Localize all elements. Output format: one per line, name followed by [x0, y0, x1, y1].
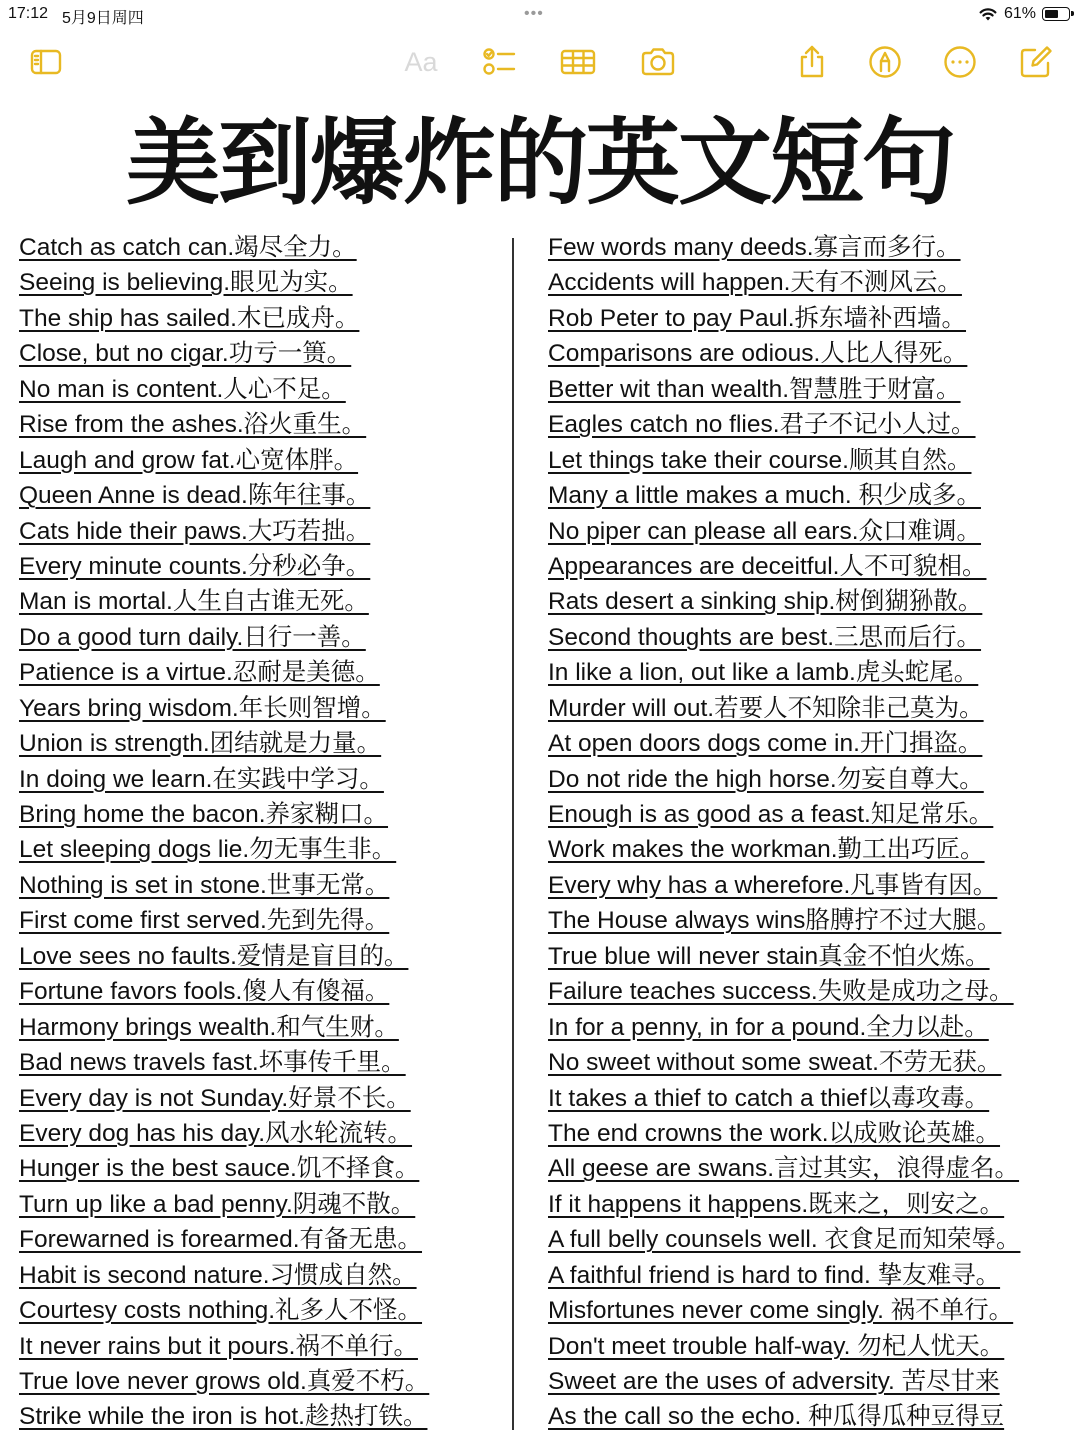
- phrase-text: Love sees no faults.爱情是盲目的。: [19, 942, 409, 970]
- share-button[interactable]: [792, 42, 832, 82]
- phrase-line[interactable]: [548, 762, 1068, 797]
- checklist-icon: [481, 44, 517, 80]
- right-phrase-column: [548, 230, 1068, 1435]
- battery-percentage: 61%: [1003, 5, 1036, 22]
- phrase-text: Rise from the ashes.浴火重生。: [19, 411, 367, 439]
- phrase-line[interactable]: [548, 1187, 1068, 1222]
- phrase-line[interactable]: [19, 1010, 494, 1045]
- sidebar-toggle-button[interactable]: [26, 42, 66, 82]
- phrase-line[interactable]: [548, 265, 1068, 300]
- phrase-text: If it happens it happens.既来之，则安之。: [548, 1190, 1005, 1218]
- phrase-line[interactable]: [548, 1151, 1068, 1186]
- phrase-line[interactable]: [19, 620, 494, 655]
- phrase-text: True love never grows old.真爱不朽。: [19, 1368, 430, 1395]
- phrase-line[interactable]: [19, 1364, 494, 1399]
- phrase-line[interactable]: [19, 443, 494, 478]
- phrase-line[interactable]: [548, 443, 1068, 478]
- phrase-text: Don't meet trouble half-way. 勿杞人忧天。: [548, 1332, 1005, 1360]
- status-time: 17:12: [8, 5, 49, 22]
- phrase-line[interactable]: [548, 939, 1068, 974]
- phrase-text: Accidents will happen.天有不测风云。: [548, 269, 962, 297]
- phrase-text: Every day is not Sunday.好景不长。: [19, 1084, 411, 1112]
- phrase-text: Do a good turn daily.日行一善。: [19, 623, 366, 651]
- phrase-text: Turn up like a bad penny.阴魂不散。: [19, 1190, 416, 1218]
- status-date: 5月9日周四: [62, 10, 144, 27]
- phrase-text: Comparisons are odious.人比人得死。: [548, 340, 968, 368]
- table-button[interactable]: [558, 42, 598, 82]
- phrase-line[interactable]: [548, 584, 1068, 619]
- markup-pen-icon: [867, 44, 903, 80]
- phrase-line[interactable]: [19, 974, 494, 1009]
- phrase-line[interactable]: [548, 514, 1068, 549]
- wifi-icon: [978, 6, 998, 22]
- phrase-line[interactable]: [19, 726, 494, 761]
- more-options-button[interactable]: [940, 42, 980, 82]
- phrase-line[interactable]: [19, 265, 494, 300]
- phrase-text: It takes a thief to catch a thief以毒攻毒。: [548, 1084, 990, 1112]
- phrase-text: Rob Peter to pay Paul.拆东墙补西墙。: [548, 304, 967, 332]
- phrase-text: Failure teaches success.失败是成功之母。: [548, 978, 1014, 1006]
- phrase-line[interactable]: [19, 903, 494, 938]
- phrase-line[interactable]: [19, 549, 494, 584]
- column-divider: [512, 238, 514, 1430]
- phrase-text: Enough is as good as a feast.知足常乐。: [548, 801, 994, 828]
- phrase-text: Catch as catch can.竭尽全力。: [19, 234, 357, 261]
- phrase-line[interactable]: [19, 691, 494, 726]
- status-indicators: [978, 4, 1070, 24]
- phrase-line[interactable]: [548, 1081, 1068, 1116]
- phrase-line[interactable]: [548, 974, 1068, 1009]
- phrase-line[interactable]: [548, 478, 1068, 513]
- format-aa-label: Aa: [404, 46, 438, 77]
- phrase-line[interactable]: [548, 726, 1068, 761]
- phrase-line[interactable]: [19, 301, 494, 336]
- phrase-line[interactable]: [19, 868, 494, 903]
- markup-button[interactable]: [865, 42, 905, 82]
- phrase-text: A full belly counsels well. 衣食足而知荣辱。: [548, 1226, 1021, 1254]
- phrase-text: Harmony brings wealth.和气生财。: [19, 1013, 399, 1041]
- phrase-line[interactable]: [548, 903, 1068, 938]
- phrase-text: Work makes the workman.勤工出巧匠。: [548, 836, 985, 864]
- phrase-text: Let things take their course.顺其自然。: [548, 446, 972, 474]
- phrase-line[interactable]: [548, 1010, 1068, 1045]
- phrase-text: It never rains but it pours.祸不单行。: [19, 1332, 418, 1360]
- phrase-text: First come first served.先到先得。: [19, 907, 390, 935]
- phrase-text: Every dog has his day.风水轮流转。: [19, 1119, 413, 1147]
- phrase-text: Eagles catch no flies.君子不记小人过。: [548, 411, 976, 439]
- phrase-line[interactable]: [548, 691, 1068, 726]
- phrase-line[interactable]: [19, 1329, 494, 1364]
- phrase-text: Courtesy costs nothing.礼多人不怪。: [19, 1297, 423, 1325]
- more-icon: [942, 44, 978, 80]
- phrase-text: As the call so the echo. 种瓜得瓜种豆得豆: [548, 1403, 1005, 1431]
- new-note-button[interactable]: [1016, 42, 1056, 82]
- phrase-text: Man is mortal.人生自古谁无死。: [19, 588, 369, 616]
- phrase-line[interactable]: [19, 514, 494, 549]
- phrase-line[interactable]: [19, 1116, 494, 1151]
- phrase-line[interactable]: [19, 762, 494, 797]
- phrase-line[interactable]: [19, 939, 494, 974]
- phrase-line[interactable]: [19, 1258, 494, 1293]
- phrase-text: Appearances are deceitful.人不可貌相。: [548, 552, 987, 580]
- phrase-text: Close, but no cigar.功亏一篑。: [19, 340, 352, 368]
- phrase-text: The House always wins胳膊拧不过大腿。: [548, 907, 1002, 935]
- phrase-line[interactable]: [19, 1293, 494, 1328]
- phrase-text: Seeing is believing.眼见为实。: [19, 269, 353, 297]
- phrase-line[interactable]: [548, 1222, 1068, 1257]
- phrase-text: Nothing is set in stone.世事无常。: [19, 871, 390, 899]
- phrase-line[interactable]: [19, 1187, 494, 1222]
- phrase-text: Rats desert a sinking ship.树倒猢狲散。: [548, 588, 983, 616]
- phrase-line[interactable]: [19, 1045, 494, 1080]
- phrase-text: Let sleeping dogs lie.勿无事生非。: [19, 836, 397, 864]
- phrase-text: Do not ride the high horse.勿妄自尊大。: [548, 765, 984, 793]
- multitasking-dots[interactable]: •••: [524, 5, 544, 22]
- phrase-text: In doing we learn.在实践中学习。: [19, 765, 384, 793]
- phrase-text: The end crowns the work.以成败论英雄。: [548, 1119, 1001, 1147]
- phrase-text: All geese are swans.言过其实，浪得虚名。: [548, 1155, 1020, 1183]
- phrase-line[interactable]: [19, 372, 494, 407]
- phrase-text: Union is strength.团结就是力量。: [19, 730, 382, 758]
- note-title[interactable]: 美到爆炸的英文短句: [125, 109, 954, 218]
- phrase-text: Murder will out.若要人不知除非己莫为。: [548, 694, 984, 722]
- phrase-line[interactable]: [548, 301, 1068, 336]
- phrase-text: Many a little makes a much. 积少成多。: [548, 482, 981, 510]
- phrase-line[interactable]: [548, 620, 1068, 655]
- phrase-line[interactable]: [548, 407, 1068, 442]
- phrase-line[interactable]: [548, 549, 1068, 584]
- battery-icon: [1042, 7, 1070, 21]
- phrase-line[interactable]: [19, 1222, 494, 1257]
- phrase-line[interactable]: [548, 1293, 1068, 1328]
- phrase-line[interactable]: [548, 868, 1068, 903]
- phrase-line[interactable]: [548, 655, 1068, 690]
- phrase-line[interactable]: [548, 1258, 1068, 1293]
- compose-icon: [1018, 44, 1054, 80]
- phrase-text: Cats hide their paws.大巧若拙。: [19, 517, 371, 545]
- phrase-text: Bad news travels fast.坏事传千里。: [19, 1049, 406, 1077]
- phrase-line[interactable]: [19, 230, 494, 265]
- phrase-line[interactable]: [19, 1151, 494, 1186]
- phrase-text: The ship has sailed.木已成舟。: [19, 304, 360, 332]
- phrase-line[interactable]: [19, 336, 494, 371]
- phrase-text: Patience is a virtue.忍耐是美德。: [19, 659, 380, 687]
- phrase-text: Fortune favors fools.傻人有傻福。: [19, 978, 390, 1006]
- notes-toolbar: [0, 36, 1080, 88]
- checklist-button[interactable]: [479, 42, 519, 82]
- phrase-line[interactable]: [548, 336, 1068, 371]
- phrase-text: Bring home the bacon.养家糊口。: [19, 801, 389, 828]
- phrase-text: True blue will never stain真金不怕火炼。: [548, 942, 990, 970]
- phrase-line[interactable]: [19, 584, 494, 619]
- phrase-text: Sweet are the uses of adversity. 苦尽甘来: [548, 1368, 1000, 1395]
- phrase-text: In like a lion, out like a lamb.虎头蛇尾。: [548, 659, 979, 687]
- phrase-line[interactable]: [19, 832, 494, 867]
- phrase-line[interactable]: [548, 1399, 1068, 1434]
- phrase-line[interactable]: [548, 797, 1068, 832]
- share-icon: [794, 44, 830, 80]
- phrase-line[interactable]: [548, 372, 1068, 407]
- phrase-text: Second thoughts are best.三思而后行。: [548, 623, 982, 651]
- phrase-text: In for a penny, in for a pound.全力以赴。: [548, 1013, 989, 1041]
- phrase-text: Every minute counts.分秒必争。: [19, 552, 371, 580]
- phrase-text: Few words many deeds.寡言而多行。: [548, 234, 961, 261]
- phrase-text: Hunger is the best sauce.饥不择食。: [19, 1155, 420, 1183]
- phrase-text: Laugh and grow fat.心宽体胖。: [19, 446, 359, 474]
- phrase-text: No sweet without some sweat.不劳无获。: [548, 1049, 1002, 1077]
- status-bar: [0, 0, 1080, 30]
- phrase-line[interactable]: [548, 832, 1068, 867]
- phrase-text: A faithful friend is hard to find. 挚友难寻。: [548, 1261, 1001, 1289]
- phrase-line[interactable]: [19, 1399, 494, 1434]
- camera-icon: [640, 44, 676, 80]
- left-phrase-column: [19, 230, 494, 1435]
- phrase-text: Strike while the iron is hot.趁热打铁。: [19, 1403, 428, 1431]
- table-icon: [560, 44, 596, 80]
- phrase-text: Queen Anne is dead.陈年往事。: [19, 482, 371, 510]
- phrase-line[interactable]: [548, 1329, 1068, 1364]
- phrase-line[interactable]: [19, 1081, 494, 1116]
- phrase-text: Habit is second nature.习惯成自然。: [19, 1261, 417, 1289]
- phrase-text: Years bring wisdom.年长则智增。: [19, 694, 386, 722]
- phrase-line[interactable]: [19, 655, 494, 690]
- phrase-text: Better wit than wealth.智慧胜于财富。: [548, 375, 961, 403]
- camera-button[interactable]: [638, 42, 678, 82]
- phrase-text: Forewarned is forearmed.有备无患。: [19, 1226, 423, 1254]
- phrase-line[interactable]: [19, 478, 494, 513]
- phrase-text: No piper can please all ears.众口难调。: [548, 517, 982, 545]
- phrase-line[interactable]: [19, 407, 494, 442]
- phrase-line[interactable]: [548, 1364, 1068, 1399]
- sidebar-icon: [28, 44, 64, 80]
- phrase-text: At open doors dogs come in.开门揖盗。: [548, 730, 983, 758]
- phrase-text: Misfortunes never come singly. 祸不单行。: [548, 1297, 1014, 1325]
- phrase-line[interactable]: [548, 1116, 1068, 1151]
- phrase-line[interactable]: [548, 230, 1068, 265]
- phrase-text: Every why has a wherefore.凡事皆有因。: [548, 871, 998, 899]
- phrase-line[interactable]: [19, 797, 494, 832]
- format-text-button[interactable]: [400, 42, 442, 82]
- phrase-text: No man is content.人心不足。: [19, 375, 346, 403]
- phrase-line[interactable]: [548, 1045, 1068, 1080]
